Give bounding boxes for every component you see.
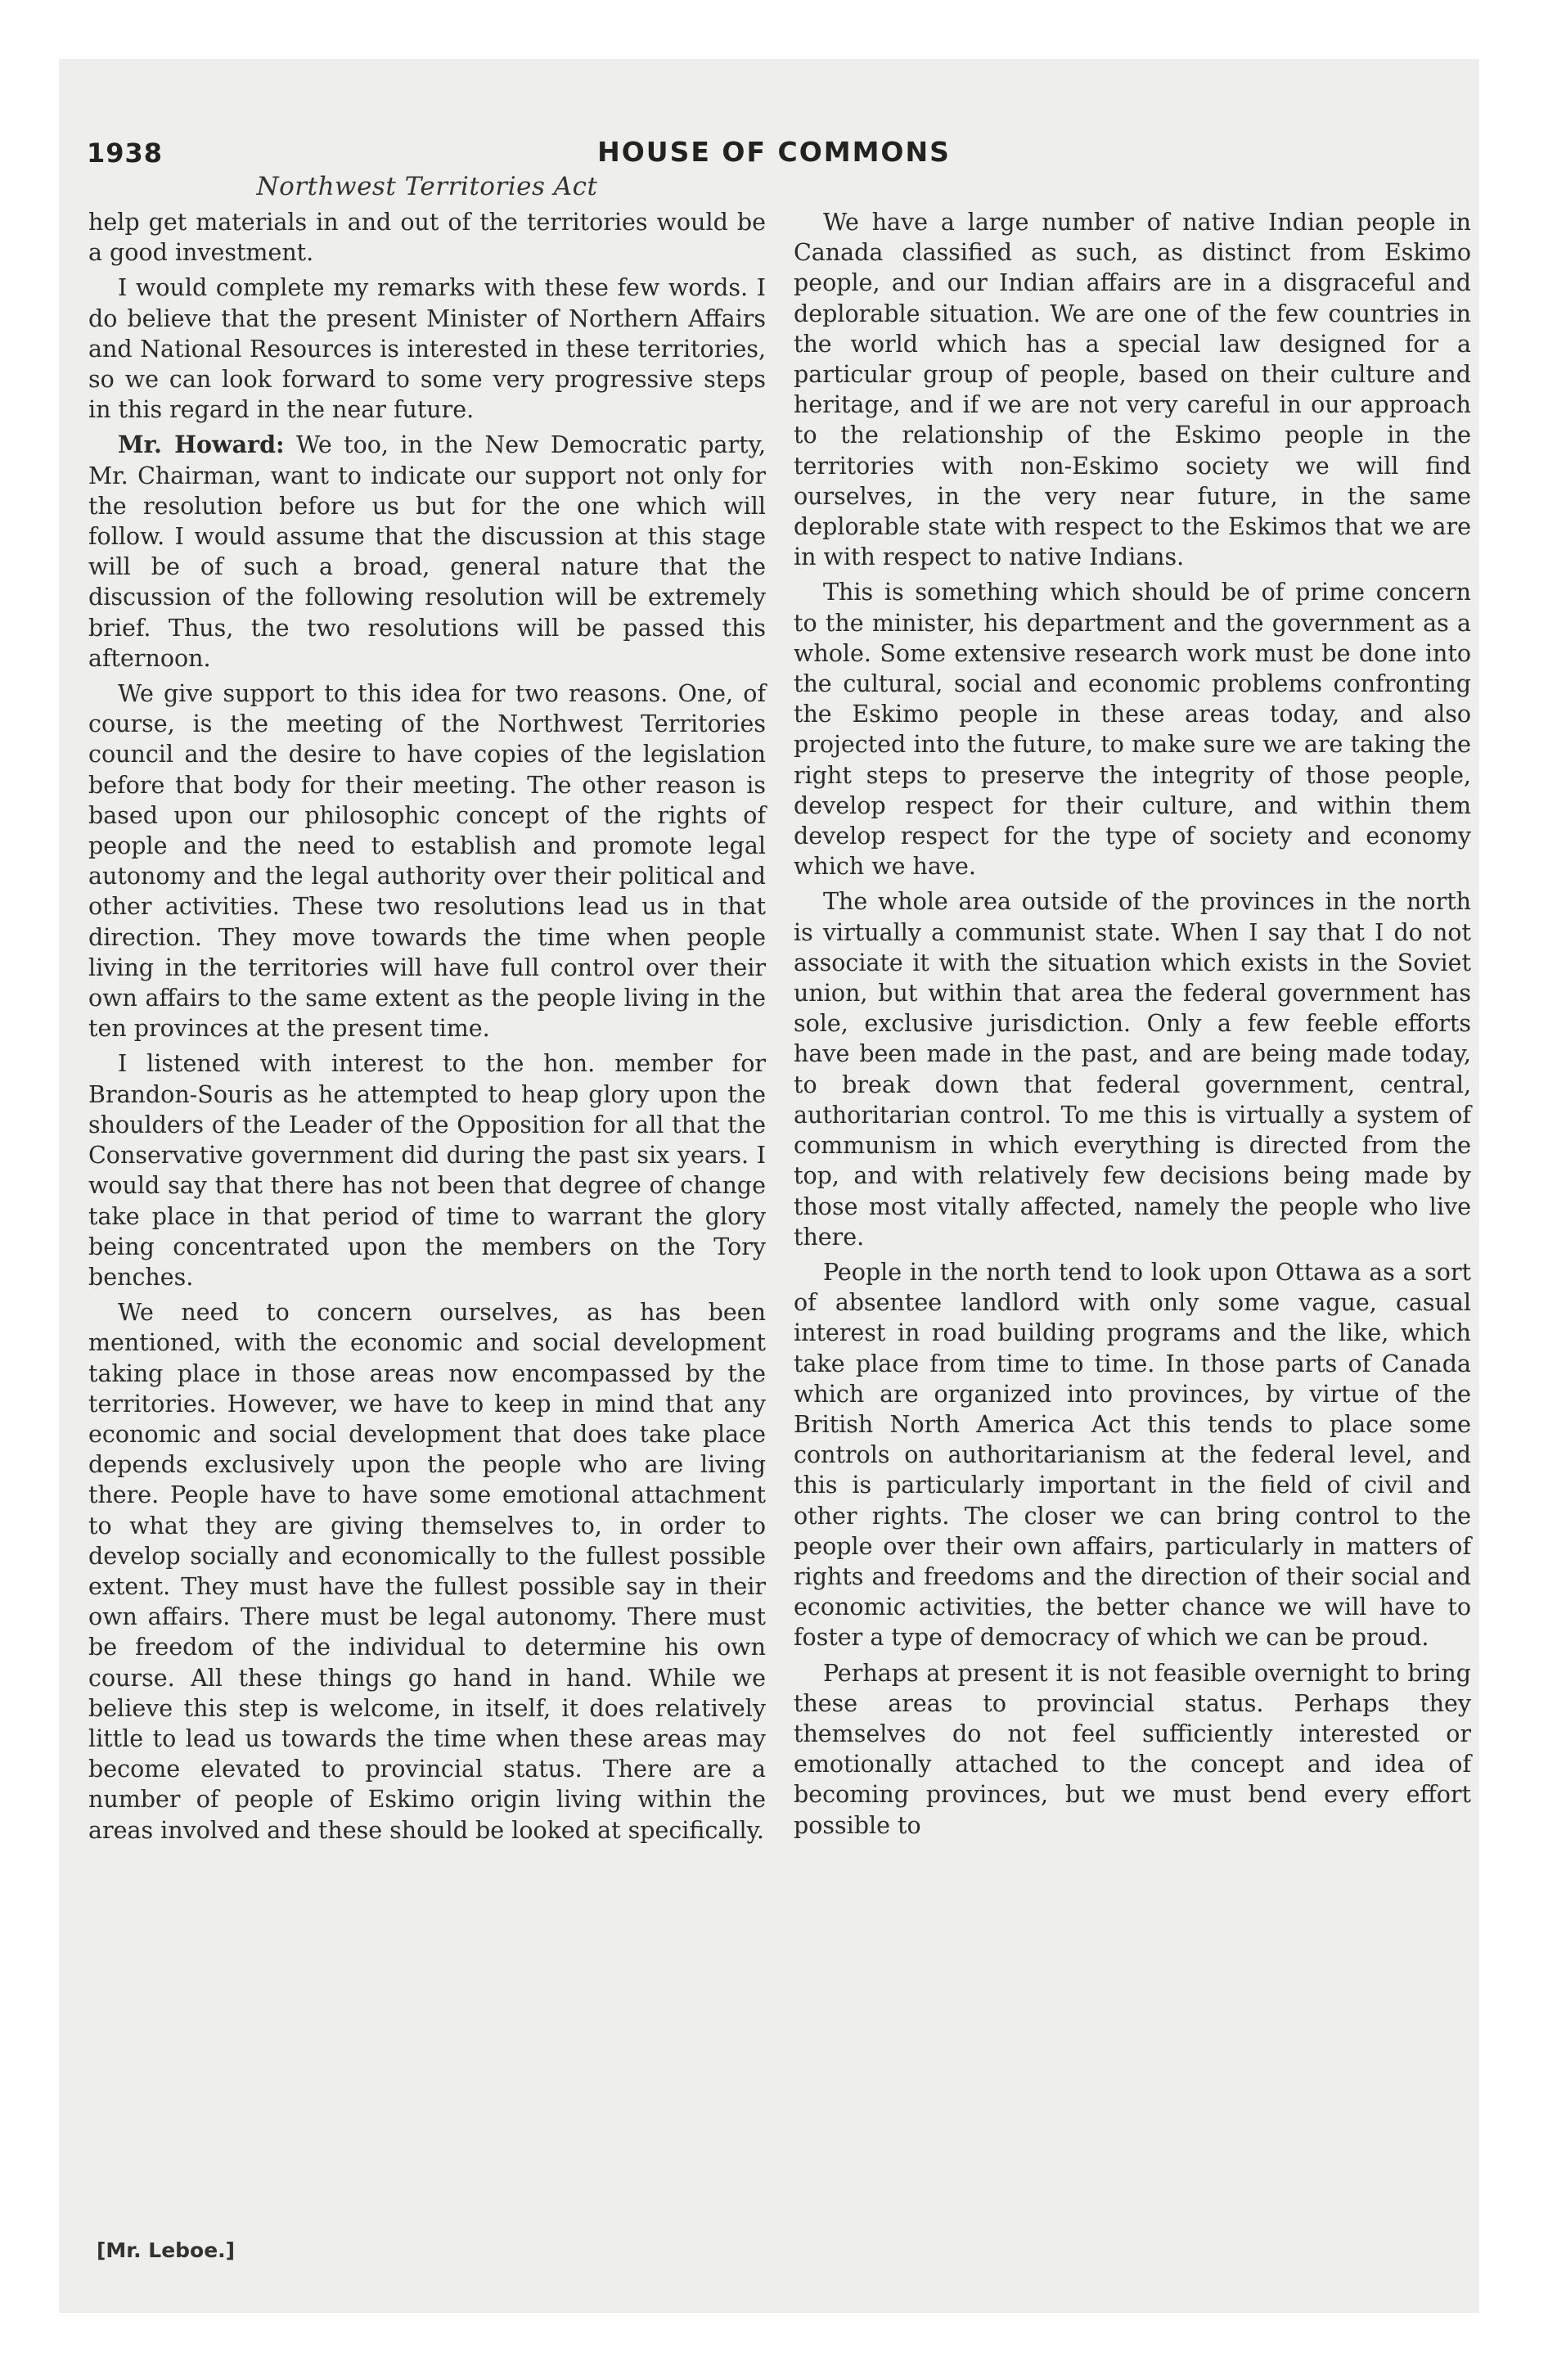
running-head: HOUSE OF COMMONS [597,136,951,168]
paragraph: I listened with interest to the hon. member for Brandon-Souris as he attempted to heap glory upon the shoulders of the Leader of the Opposition for all that the Conservative government did during the past six years. I would say that there has not been that degree of change take place in that period of time to warrant the glory being concentrated upon the members on the Tory benches. [88,1050,766,1291]
speech-text: We too, in the New Democratic party, Mr. Chairman, want to indicate our support not only for the resolution before us but for the one which will follow. I would assume that the discussion at this stage will be of such a broad, general nature that the discussion of the following resolution will be extremely brief. Thus, the two resolutions will be passed this afternoon. [88,431,766,672]
paragraph: I would complete my remarks with these few words. I do believe that the present Minister of Northern Affairs and National Resources is interested in these territories, so we can look forward to some very progressive steps in this regard in the near future. [88,274,766,424]
paragraph: The whole area outside of the provinces in the north is virtually a communist state. When I say that I do not associate it with the situation which exists in the Soviet union, but within that area the federal government has sole, exclusive jurisdiction. Only a few feeble efforts have been made in the past, and are being made today, to break down that federal government, central, authoritarian control. To me this is virtually a system of communism in which everything is directed from the top, and with relatively few decisions being made by those most vitally affected, namely the people who live there. [794,888,1471,1251]
paragraph-speaker-howard [88,430,766,674]
speaker-attribution: [Mr. Leboe.] [97,2238,236,2262]
speaker-name: Mr. Howard: [118,430,285,459]
right-column [794,207,1471,1846]
paragraph: People in the north tend to look upon Ottawa as a sort of absentee landlord with only some vague, casual interest in road building programs and the like, which take place from time to time. In those parts of Canada which are organized into provinces, by virtue of the British North America Act this tends to place some controls on authoritarianism at the federal level, and this is particularly important in the field of civil and other rights. The closer we can bring control to the people over their own affairs, particularly in matters of rights and freedoms and the direction of their social and economic activities, the better chance we will have to foster a type of democracy of which we can be proud. [794,1258,1471,1652]
left-column [88,207,766,1850]
page-number: 1938 [87,137,164,169]
paragraph: help get materials in and out of the territories would be a good investment. [88,209,766,267]
section-title: Northwest Territories Act [256,172,598,201]
paragraph: This is something which should be of prime concern to the minister, his department and the government as a whole. Some extensive research work must be done into the cultural, social and economic problems confronting the Eskimo people in these areas today, and also projected into the future, to make sure we are taking the right steps to preserve the integrity of those people, develop respect for their culture, and within them develop respect for the type of society and economy which we have. [794,579,1471,881]
paragraph: We give support to this idea for two reasons. One, of course, is the meeting of the Northwest Territories council and the desire to have copies of the legislation before that body for their meeting. The other reason is based upon our philosophic concept of the rights of people and the need to establish and promote legal autonomy and the legal authority over their political and other activities. These two resolutions lead us in that direction. They move towards the time when people living in the territories will have full control over their own affairs to the same extent as the people living in the ten provinces at the present time. [88,680,766,1043]
paragraph: We have a large number of native Indian people in Canada classified as such, as distinct from Eskimo people, and our Indian affairs are in a disgraceful and deplorable situation. We are one of the few countries in the world which has a special law designed for a particular group of people, based on their culture and heritage, and if we are not very careful in our approach to the relationship of the Eskimo people in the territories with non-Eskimo society we will find ourselves, in the very near future, in the same deplorable state with respect to the Eskimos that we are in with respect to native Indians. [794,209,1471,571]
paragraph: We need to concern ourselves, as has been mentioned, with the economic and social development taking place in those areas now encompassed by the territories. However, we have to keep in mind that any economic and social development that does take place depends exclusively upon the people who are living there. People have to have some emotional attachment to what they are giving themselves to, in order to develop socially and economically to the fullest possible extent. They must have the fullest possible say in their own affairs. There must be legal autonomy. There must be freedom of the individual to determine his own course. All these things go hand in hand. While we believe this step is welcome, in itself, it does relatively little to lead us towards the time when these areas may become elevated to provincial status. There are a number of people of Eskimo origin living within the areas involved and these should be looked at specifically. [88,1299,766,1844]
paragraph: Perhaps at present it is not feasible overnight to bring these areas to provincial status. Perhaps they themselves do not feel sufficiently interested or emotionally attached to the concept and idea of becoming provinces, but we must bend every effort possible to [794,1659,1471,1839]
